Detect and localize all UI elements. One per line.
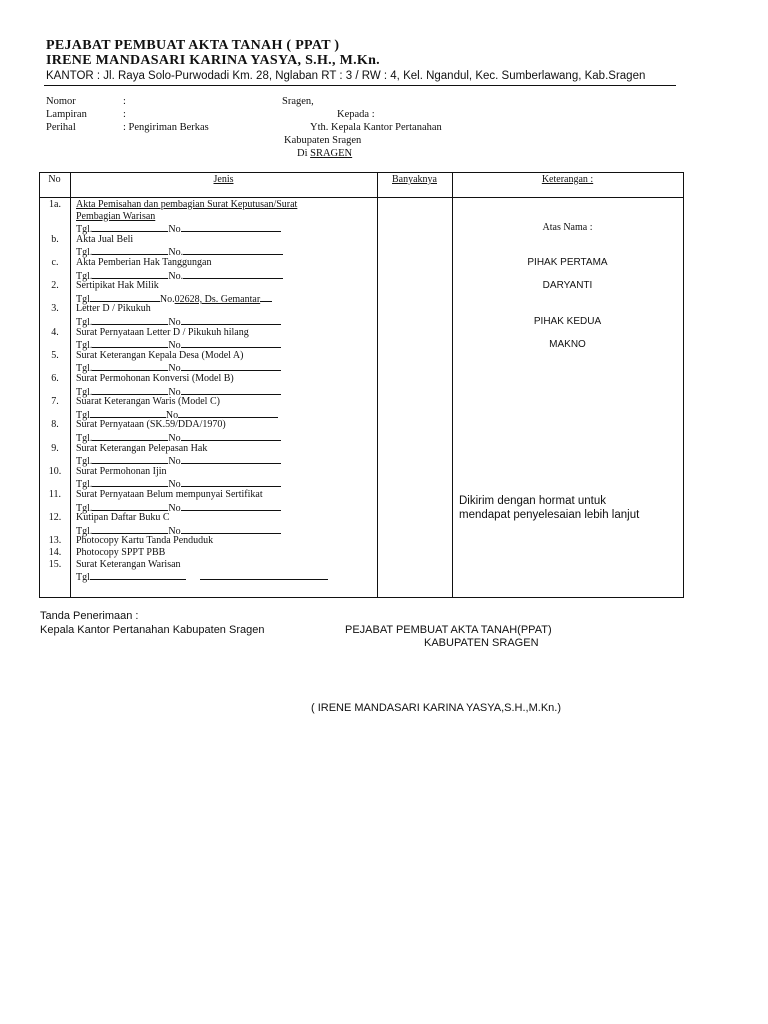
kepada-label: Kepada : (337, 109, 375, 120)
no-value: 02628, Ds. Gemantar (174, 293, 261, 305)
tgl-label: Tgl (76, 572, 90, 584)
no-label: No (168, 525, 181, 537)
no-label: No. (159, 293, 175, 305)
perihal-value: : Pengiriman Berkas (123, 122, 209, 133)
tgl-blank (92, 361, 168, 371)
header-rule (44, 85, 676, 86)
table-right-border (683, 172, 684, 597)
tgl-label: Tgl (76, 293, 90, 305)
no-label: No. (168, 270, 184, 282)
pihak-pertama-label: PIHAK PERTAMA (527, 257, 608, 268)
item-title: Suarat Keterangan Waris (Model C) (76, 396, 220, 408)
di-place: SRAGEN (310, 148, 353, 159)
item-number: 7. (51, 396, 59, 408)
tgl-blank (92, 222, 168, 232)
table-header-border (39, 197, 684, 198)
addressee-kabupaten: Kabupaten Sragen (284, 135, 362, 146)
di-label (297, 148, 352, 159)
no-blank (260, 292, 272, 302)
item-title: Letter D / Pikukuh (76, 303, 151, 315)
no-blank (181, 385, 281, 395)
pihak-kedua-label: PIHAK KEDUA (533, 316, 602, 327)
tgl-blank (92, 338, 168, 348)
table-col-divider-2 (377, 172, 378, 597)
item-number: 9. (51, 442, 59, 454)
no-blank (183, 269, 283, 279)
tgl-label: Tgl. (76, 270, 93, 282)
no-label: No (168, 224, 181, 236)
item-number: 8. (51, 419, 59, 431)
col-header-no: No (48, 174, 61, 185)
tgl-label: Tgl. (76, 479, 93, 491)
tgl-label: Tgl. (76, 433, 93, 444)
item-number: 3. (51, 303, 59, 315)
col-header-keterangan: Keterangan : (541, 174, 594, 185)
item-title: Surat Permohonan Konversi (Model B) (76, 373, 234, 384)
pihak-pertama-name: DARYANTI (542, 280, 593, 291)
no-blank (181, 501, 281, 511)
item-title: Surat Keterangan Pelepasan Hak (76, 442, 208, 454)
item-number: 4. (51, 326, 59, 338)
no-blank (181, 431, 281, 441)
item-number: 13. (48, 535, 62, 547)
item-number: 6. (51, 373, 59, 384)
pihak-kedua-name: MAKNO (549, 339, 586, 350)
table-col-divider-3 (452, 172, 453, 597)
tgl-label: Tgl. (76, 363, 93, 375)
tgl-label: Tgl (76, 409, 90, 421)
item-number: 10. (48, 465, 62, 477)
tgl-label: Tgl. (76, 525, 93, 537)
item-title: Akta Pemisahan dan pembagian Surat Keputusan/Surat (76, 199, 298, 210)
no-label: No (168, 317, 181, 328)
closing-line-1: Dikirim dengan hormat untuk (459, 495, 607, 507)
atas-nama-label: Atas Nama : (542, 222, 593, 233)
closing-line-2: mendapat penyelesaian lebih lanjut (459, 509, 640, 521)
no-label: No. (168, 247, 184, 259)
item-number: 2. (51, 280, 59, 292)
no-label: No (168, 433, 181, 444)
tgl-label: Tgl. (76, 224, 93, 236)
perihal-label: Perihal (46, 122, 76, 133)
no-label: No (168, 386, 181, 398)
table-col-divider-1 (70, 172, 71, 597)
col-header-banyaknya: Banyaknya (392, 174, 437, 185)
signature-kabupaten: KABUPATEN SRAGEN (424, 637, 539, 649)
no-label: No (168, 456, 181, 468)
tgl-label: Tgl. (76, 502, 93, 514)
no-label: No (165, 409, 179, 421)
item-number: b. (51, 233, 59, 245)
letterhead-title: PEJABAT PEMBUAT AKTA TANAH ( PPAT ) (46, 38, 340, 53)
place-date: Sragen, (282, 96, 314, 107)
signatory-name: ( IRENE MANDASARI KARINA YASYA,S.H.,M.Kn.) (311, 702, 562, 714)
no-blank (181, 315, 281, 325)
item-title: Surat Permohonan Ijin (76, 465, 167, 477)
tgl-blank (90, 570, 186, 580)
item-title: Surat Keterangan Kepala Desa (Model A) (76, 349, 244, 361)
item-title: Akta Jual Beli (76, 233, 134, 245)
no-blank (181, 222, 281, 232)
tgl-blank (92, 501, 168, 511)
tgl-blank (92, 454, 168, 464)
no-blank (181, 338, 281, 348)
tgl-label: Tgl. (76, 456, 93, 468)
no-label: No (168, 479, 181, 491)
nomor-colon: : (123, 96, 126, 107)
receipt-label: Tanda Penerimaan : (40, 610, 139, 622)
item-title: Surat Pernyataan Letter D / Pikukuh hilang (76, 326, 249, 338)
tgl-blank (90, 408, 166, 418)
tgl-blank (92, 385, 168, 395)
tgl-blank (92, 245, 168, 255)
letterhead-name: IRENE MANDASARI KARINA YASYA, S.H., M.Kn. (46, 53, 380, 68)
item-number: 15. (48, 558, 62, 570)
table-top-border (39, 172, 684, 173)
item-number: 1a. (49, 199, 61, 210)
item-number: 11. (48, 489, 62, 500)
table-bottom-border (39, 597, 684, 598)
tgl-label: Tgl. (76, 340, 93, 352)
tgl-label: Tgl. (76, 247, 93, 259)
lampiran-label: Lampiran (46, 109, 87, 120)
addressee: Yth. Kepala Kantor Pertanahan (310, 122, 442, 133)
no-label: No (168, 340, 181, 352)
no-blank (181, 477, 281, 487)
item-title: Surat Keterangan Warisan (76, 558, 181, 570)
office-address: KANTOR : Jl. Raya Solo-Purwodadi Km. 28, Nglaban RT : 3 / RW : 4, Kel. Ngandul, Kec. Sumberlawang, Kab.Sragen (46, 70, 646, 82)
tgl-blank (92, 477, 168, 487)
item-number: 14. (48, 547, 62, 558)
tgl-label: Tgl. (76, 317, 93, 328)
nomor-label: Nomor (46, 96, 76, 107)
no-blank (178, 408, 278, 418)
item-title: Surat Pernyataan (SK.59/DDA/1970) (76, 419, 226, 431)
tgl-blank (92, 315, 168, 325)
tgl-blank (92, 269, 168, 279)
item-title: Akta Pemberian Hak Tanggungan (76, 257, 212, 268)
item-number: 12. (48, 512, 62, 524)
item-title: Kutipan Daftar Buku C (76, 512, 170, 524)
item-number: c. (51, 257, 59, 268)
no-blank (200, 570, 328, 580)
item-title: Sertipikat Hak Milik (76, 280, 159, 292)
item-title: Photocopy Kartu Tanda Penduduk (76, 535, 214, 547)
no-label: No (168, 363, 181, 375)
tgl-blank (92, 431, 168, 441)
receipt-recipient: Kepala Kantor Pertanahan Kabupaten Sragen (40, 624, 265, 636)
di-word: Di (297, 148, 308, 159)
no-blank (181, 524, 281, 534)
item-title: Surat Pernyataan Belum mempunyai Sertifikat (76, 489, 263, 500)
no-blank (181, 454, 281, 464)
no-blank (181, 361, 281, 371)
item-title-cont: Pembagian Warisan (76, 210, 156, 222)
no-blank (183, 245, 283, 255)
item-tgl-no-line (76, 570, 328, 584)
col-header-jenis: Jenis (213, 174, 234, 185)
tgl-blank (92, 524, 168, 534)
tgl-blank (90, 292, 160, 302)
item-title: Photocopy SPPT PBB (76, 547, 166, 558)
tgl-label: Tgl. (76, 386, 93, 398)
signature-office: PEJABAT PEMBUAT AKTA TANAH(PPAT) (345, 624, 552, 636)
no-label: No (168, 502, 181, 514)
item-number: 5. (51, 349, 59, 361)
lampiran-colon: : (123, 109, 126, 120)
